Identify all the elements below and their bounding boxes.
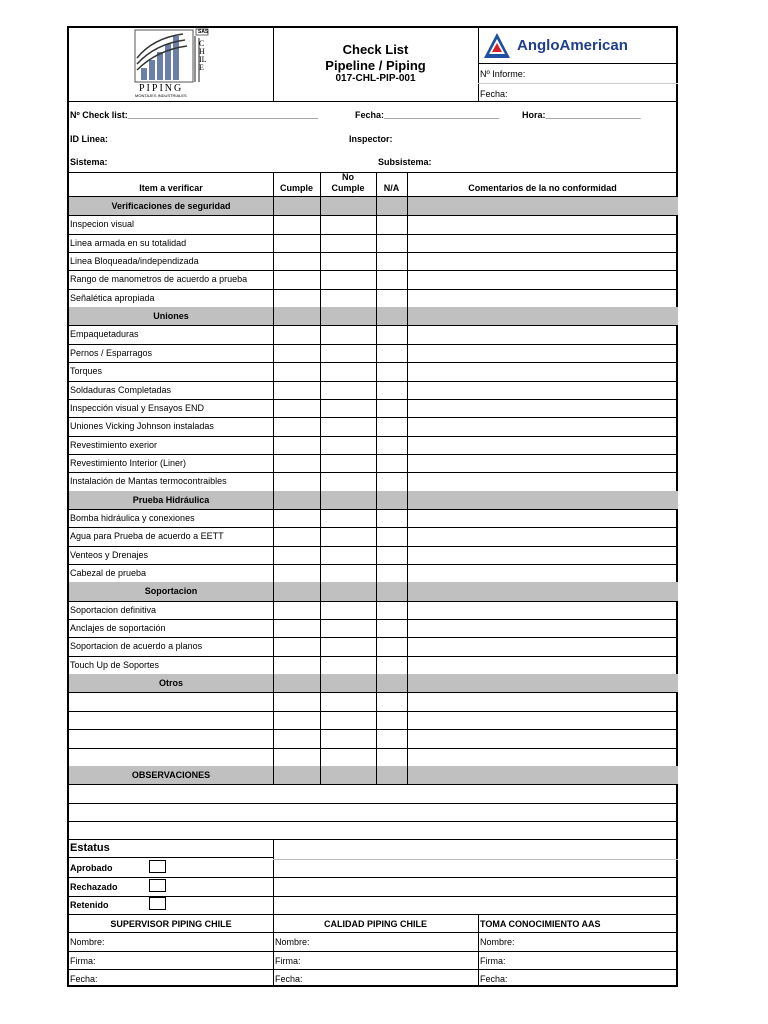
row-line: [69, 509, 678, 510]
column-header-no-cumple-line2: Cumple: [331, 183, 365, 193]
header-divider: [478, 63, 678, 64]
checklist-item: Instalación de Mantas termocontraibles: [70, 476, 227, 487]
header-fecha-label: Fecha:: [480, 89, 508, 99]
signature-top-line: [69, 914, 678, 915]
form-subtitle: Pipeline / Piping: [325, 58, 426, 73]
checklist-item: Inspección visual y Ensayos END: [70, 402, 205, 413]
aprobado-label: Aprobado: [70, 863, 113, 873]
supervisor-firma-field[interactable]: Firma:: [70, 956, 96, 966]
checklist-item: Venteos y Drenajes: [70, 549, 149, 560]
column-header-item: Item a verificar: [139, 183, 203, 193]
column-divider: [376, 173, 377, 784]
rechazado-label: Rechazado: [70, 882, 118, 892]
checklist-item: Torques: [70, 366, 103, 377]
row-line: [69, 784, 678, 785]
row-line: [69, 215, 678, 216]
supervisor-fecha-field[interactable]: Fecha:: [70, 974, 98, 984]
aprobado-checkbox[interactable]: [149, 860, 166, 873]
signature-line: [69, 969, 678, 970]
column-divider: [273, 173, 274, 784]
row-line: [69, 436, 678, 437]
toma-nombre-field[interactable]: Nombre:: [480, 937, 515, 947]
row-line: [69, 417, 678, 418]
rechazado-checkbox[interactable]: [149, 879, 166, 892]
checklist-item: Cabezal de prueba: [70, 568, 147, 578]
checklist-item: Soportacion definitiva: [70, 604, 157, 615]
row-line: [69, 637, 678, 638]
toma-firma-field[interactable]: Firma:: [480, 956, 506, 966]
checklist-form: [67, 26, 678, 987]
id-linea-field[interactable]: ID Linea:: [70, 134, 109, 144]
column-divider: [320, 173, 321, 784]
row-line: [69, 252, 678, 253]
row-line: [69, 546, 678, 547]
angloamerican-brand: AngloAmerican: [517, 37, 628, 54]
calidad-firma-field[interactable]: Firma:: [275, 956, 301, 966]
column-header-no-cumple-line1: No: [342, 172, 354, 182]
row-line: [69, 344, 678, 345]
row-line: [69, 729, 678, 730]
logo-badge: SAS: [198, 29, 209, 35]
angloamerican-logo-icon: [482, 31, 512, 61]
estatus-title: Estatus: [70, 842, 110, 854]
row-line: [69, 656, 678, 657]
calidad-nombre-field[interactable]: Nombre:: [275, 937, 310, 947]
checklist-item: Linea armada en su totalidad: [70, 237, 187, 248]
logo-main-text: PIPING: [139, 83, 184, 94]
toma-conocimiento-header: TOMA CONOCIMIENTO AAS: [480, 919, 601, 929]
checklist-item: Pernos / Esparragos: [70, 347, 153, 358]
subsistema-field[interactable]: Subsistema:: [378, 157, 432, 167]
column-header-comentarios: Comentarios de la no conformidad: [468, 183, 617, 193]
row-line: [69, 564, 678, 565]
row-line: [69, 289, 678, 290]
supervisor-header: SUPERVISOR PIPING CHILE: [110, 919, 232, 929]
row-line: [69, 325, 678, 326]
section-title: Verificaciones de seguridad: [111, 201, 231, 211]
row-line: [69, 803, 678, 804]
row-line: [69, 362, 678, 363]
section-title: Uniones: [153, 311, 189, 322]
row-line: [69, 601, 678, 602]
row-line: [69, 692, 678, 693]
checklist-item: Agua para Prueba de acuerdo a EETT: [70, 531, 224, 542]
row-line: [69, 454, 678, 455]
signature-line: [69, 951, 678, 952]
checklist-item: Revestimiento exerior: [70, 439, 158, 450]
column-header-na: N/A: [383, 183, 400, 193]
calidad-fecha-field[interactable]: Fecha:: [275, 974, 303, 984]
form-title: Check List: [342, 42, 409, 57]
row-line: [69, 619, 678, 620]
logo-sub-text: MONTAJES INDUSTRIALES: [135, 93, 187, 98]
row-line: [69, 821, 678, 822]
sistema-field[interactable]: Sistema:: [70, 157, 108, 167]
section-title: Soportacion: [144, 586, 198, 597]
header-bottom-line: [69, 101, 678, 102]
column-header-cumple: Cumple: [279, 183, 313, 193]
fecha-field[interactable]: Fecha:_______________________: [355, 110, 500, 120]
row-line: [69, 711, 678, 712]
row-line: [69, 381, 678, 382]
column-divider: [407, 173, 408, 784]
row-line: [69, 399, 678, 400]
hora-field[interactable]: Hora:___________________: [522, 110, 641, 120]
checklist-item: Uniones Vicking Johnson instaladas: [70, 421, 214, 432]
row-line: [69, 234, 678, 235]
supervisor-nombre-field[interactable]: Nombre:: [70, 937, 105, 947]
row-line: [69, 748, 678, 749]
checklist-item: Linea Bloqueada/independizada: [70, 256, 199, 267]
checklist-table: [69, 173, 678, 785]
checklist-item: Anclajes de soportación: [70, 623, 166, 634]
informe-label: Nº Informe:: [480, 69, 526, 79]
retenido-label: Retenido: [70, 900, 109, 910]
checklist-item: Revestimiento Interior (Liner): [70, 457, 187, 468]
inspector-field[interactable]: Inspector:: [349, 134, 393, 144]
header-divider: [478, 83, 678, 84]
section-title: Otros: [158, 678, 183, 689]
row-line: [69, 472, 678, 473]
logo-side-text: CHILE: [199, 39, 207, 72]
signature-line: [69, 932, 678, 933]
estatus-line: [69, 857, 273, 858]
form-code: 017-CHL-PIP-001: [335, 73, 416, 84]
piping-logo: [133, 28, 211, 98]
estatus-top-line: [69, 839, 678, 840]
observaciones-title: OBSERVACIONES: [131, 769, 211, 780]
estatus-line: [273, 859, 678, 860]
retenido-checkbox[interactable]: [149, 897, 166, 910]
checklist-number-field[interactable]: Nº Check list:______________________________________: [70, 110, 319, 120]
checklist-item: Soportacion de acuerdo a planos: [70, 641, 203, 652]
checklist-item: Inspecion visual: [70, 219, 135, 230]
checklist-item: Señalética apropiada: [70, 292, 155, 303]
section-title: Prueba Hidráulica: [132, 494, 210, 505]
checklist-item: Rango de manometros de acuerdo a prueba: [70, 274, 248, 285]
checklist-item: Touch Up de Soportes: [70, 659, 160, 670]
toma-fecha-field[interactable]: Fecha:: [480, 974, 508, 984]
row-line: [69, 270, 678, 271]
checklist-item: Empaquetaduras: [70, 329, 139, 340]
row-line: [69, 527, 678, 528]
checklist-item: Bomba hidráulica y conexiones: [70, 512, 195, 523]
calidad-header: CALIDAD PIPING CHILE: [323, 919, 427, 929]
header-divider: [478, 28, 479, 101]
estatus-line: [69, 877, 678, 878]
checklist-item: Soldaduras Completadas: [70, 384, 172, 395]
